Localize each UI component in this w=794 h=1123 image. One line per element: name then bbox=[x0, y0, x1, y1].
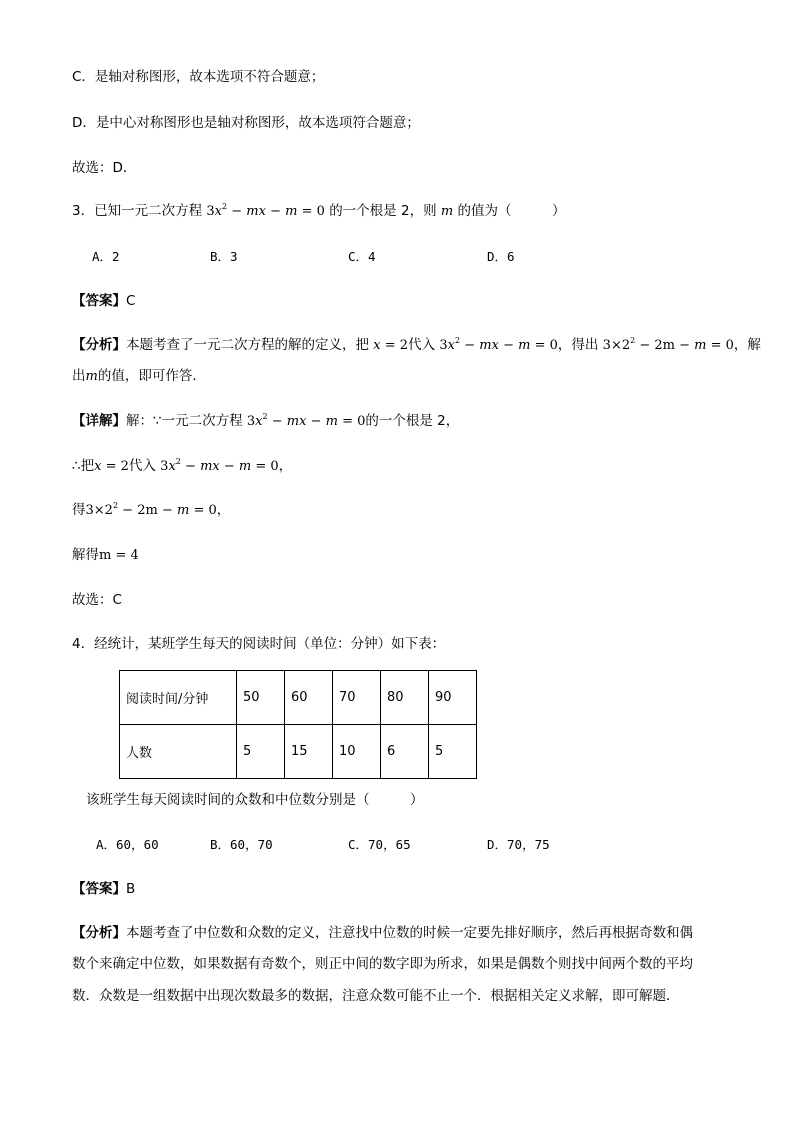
q3-option-d: D．6 bbox=[487, 249, 515, 264]
table-cell: 90 bbox=[429, 671, 477, 725]
table-row bbox=[120, 671, 477, 725]
q3-detail-line2: ∴把x = 2代入 $3x^2$ − mx − m = 0， bbox=[72, 457, 293, 474]
table-cell: 80 bbox=[381, 671, 429, 725]
q4-analysis-line1: 【分析】本题考查了中位数和众数的定义，注意找中位数的时候一定要先排好顺序，然后再根据奇数和偶 bbox=[72, 925, 693, 941]
table-cell: 人数 bbox=[120, 725, 237, 779]
option-d-explanation: D．是中心对称图形也是轴对称图形，故本选项符合题意； bbox=[72, 115, 420, 131]
q3-option-c: C．4 bbox=[348, 249, 376, 264]
q3-answer: 【答案】C bbox=[72, 293, 136, 309]
q4-analysis-line2: 数个来确定中位数，如果数据有奇数个，则正中间的数字即为所求，如果是偶数个则找中间两个数的平均 bbox=[72, 956, 693, 972]
q3-detail-line4: 解得m = 4 bbox=[72, 547, 139, 563]
table-row bbox=[120, 725, 477, 779]
table-cell: 阅读时间/分钟 bbox=[120, 671, 237, 725]
q4-option-a: A．60，60 bbox=[96, 837, 159, 852]
table-cell: 60 bbox=[285, 671, 333, 725]
q3-analysis-line2: 出m的值，即可作答． bbox=[72, 368, 206, 384]
table-cell: 50 bbox=[237, 671, 285, 725]
option-c-explanation: C．是轴对称图形，故本选项不符合题意； bbox=[72, 69, 325, 85]
q4-analysis-line3: 数．众数是一组数据中出现次数最多的数据，注意众数可能不止一个．根据相关定义求解，即可解题． bbox=[72, 988, 680, 1004]
q3-option-b: B．3 bbox=[210, 249, 238, 264]
table-cell: 15 bbox=[285, 725, 333, 779]
table-cell: 6 bbox=[381, 725, 429, 779]
table-cell: 10 bbox=[333, 725, 381, 779]
table-cell: 70 bbox=[333, 671, 381, 725]
equation: $3x^2$ − mx − m = 0 bbox=[206, 202, 325, 219]
q3-analysis-line1: 【分析】本题考查了一元二次方程的解的定义，把 x = 2代入 $3x^2$ − mx − m = 0，得出 $3\times 2^2 - 2m - m = 0$，解 bbox=[72, 336, 761, 353]
answer-choose-c: 故选：C bbox=[72, 592, 122, 608]
q4-option-b: B．60，70 bbox=[210, 837, 273, 852]
q4-question: 该班学生每天阅读时间的众数和中位数分别是（ ） bbox=[86, 792, 424, 808]
q4-option-c: C．70，65 bbox=[348, 837, 411, 852]
table-cell: 5 bbox=[429, 725, 477, 779]
question-3: 3．已知一元二次方程 $3x^2$ − mx − m = 0 的一个根是 2，则 m 的值为（ ） bbox=[72, 202, 566, 219]
answer-choose-d: 故选：D． bbox=[72, 160, 137, 176]
reading-time-table bbox=[119, 670, 477, 779]
question-4: 4．经统计，某班学生每天的阅读时间（单位：分钟）如下表： bbox=[72, 636, 446, 652]
table-cell: 5 bbox=[237, 725, 285, 779]
q3-detail-line1: 【详解】解：∵一元二次方程 $3x^2$ − mx − m = 0的一个根是 2， bbox=[72, 412, 460, 429]
q4-option-d: D．70，75 bbox=[487, 837, 550, 852]
q3-option-a: A．2 bbox=[92, 249, 120, 264]
q4-answer: 【答案】B bbox=[72, 881, 136, 897]
q3-detail-line3: 得$3\times 2^2 - 2m - m = 0$， bbox=[72, 501, 231, 518]
